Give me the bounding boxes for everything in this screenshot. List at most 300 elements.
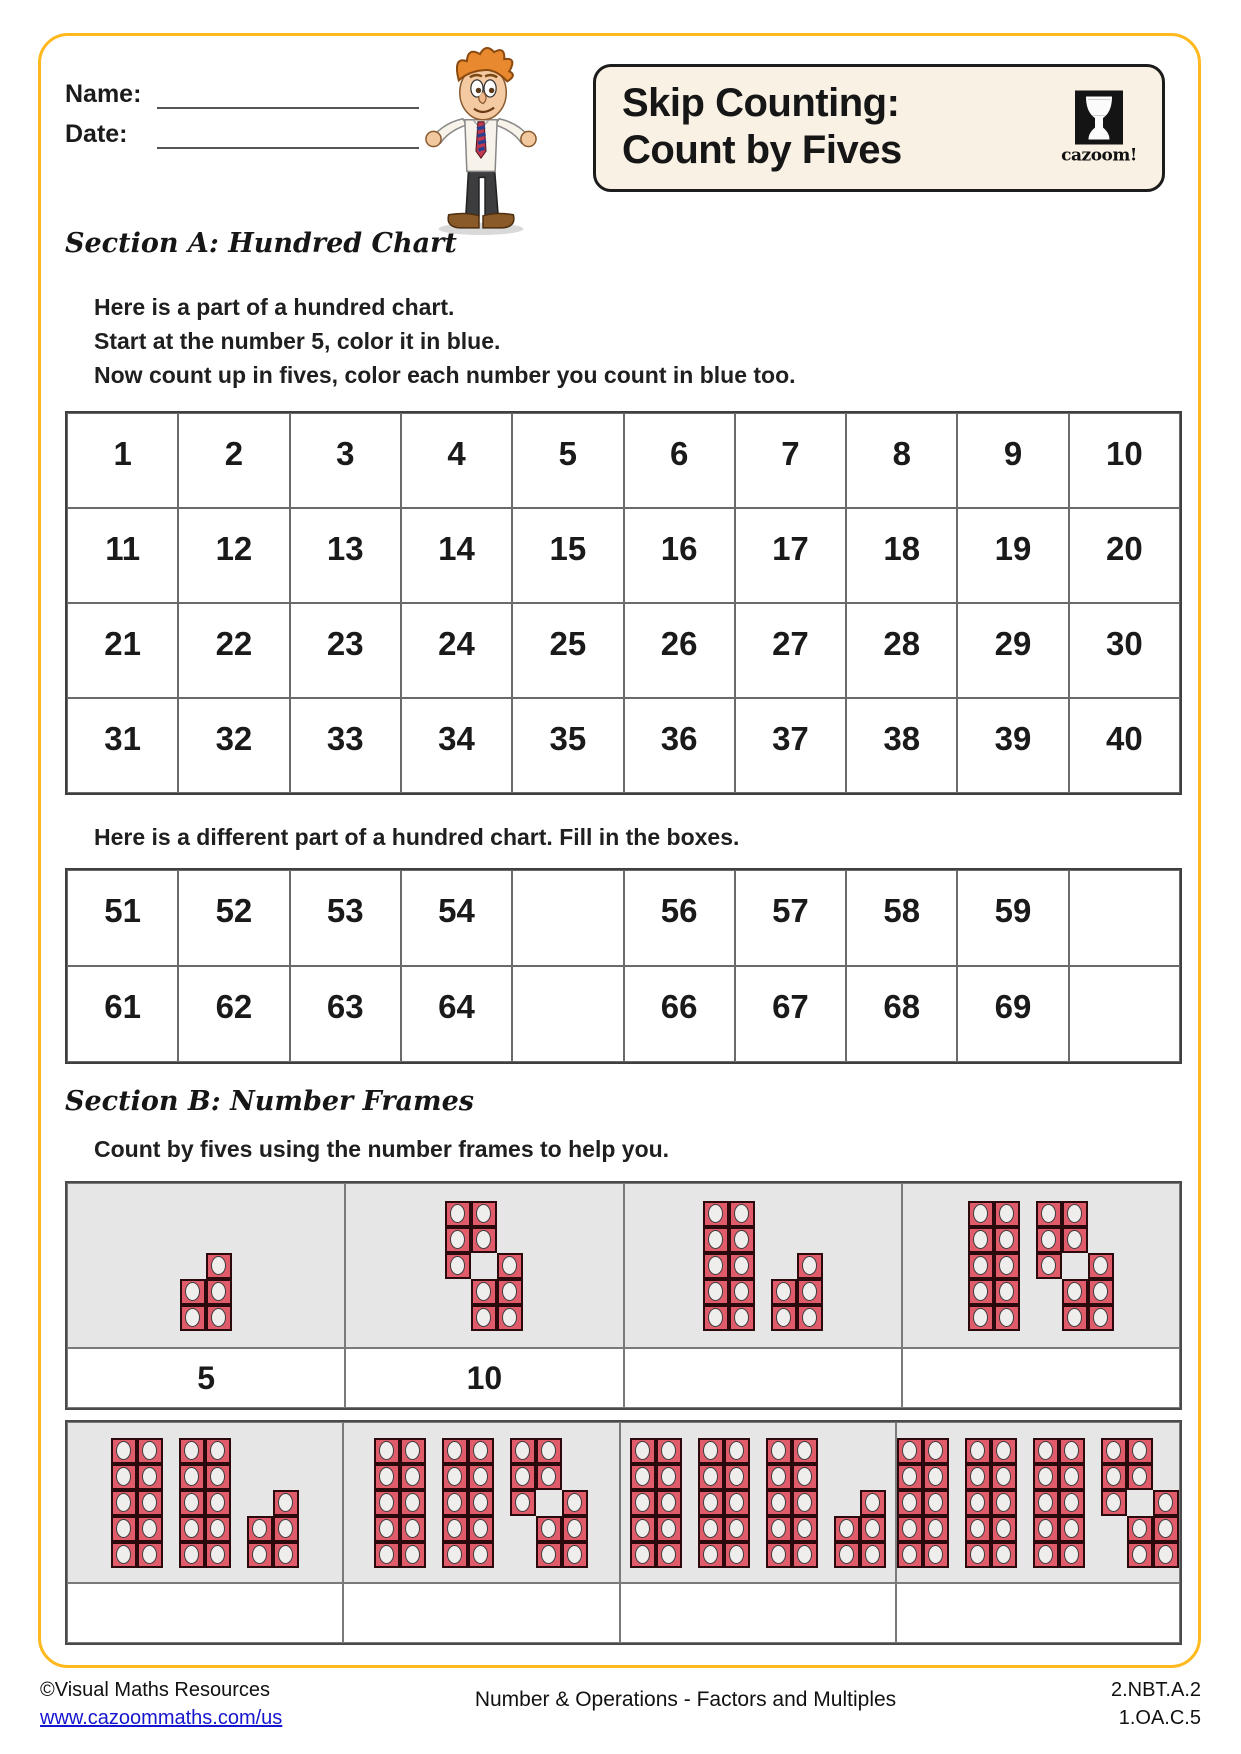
frame-tile xyxy=(656,1438,682,1464)
frame-tile xyxy=(860,1542,886,1568)
frame-tile xyxy=(1127,1464,1153,1490)
frame-hole xyxy=(405,1493,420,1512)
frame-hole xyxy=(776,1282,791,1301)
number-frame-shape-combo10 xyxy=(445,1201,523,1331)
frame-tile xyxy=(994,1253,1020,1279)
frame-tile xyxy=(965,1516,991,1542)
frame-tile xyxy=(897,1464,923,1490)
frame-tile xyxy=(497,1253,523,1279)
frame-answer-cell[interactable] xyxy=(896,1583,1180,1643)
frame-hole xyxy=(635,1441,650,1460)
frame-tile xyxy=(991,1464,1017,1490)
frame-tile xyxy=(1062,1279,1088,1305)
frame-tile xyxy=(510,1490,536,1516)
fill-in-cell[interactable] xyxy=(1069,966,1180,1062)
frame-hole xyxy=(902,1545,917,1564)
frame-hole xyxy=(729,1519,744,1538)
frame-hole xyxy=(211,1308,226,1327)
frame-hole xyxy=(541,1441,556,1460)
frame-tile xyxy=(656,1516,682,1542)
frame-hole xyxy=(142,1519,157,1538)
frame-tile xyxy=(897,1438,923,1464)
number-cell-58: 58 xyxy=(846,870,957,966)
number-frame-shape-combo10 xyxy=(1101,1438,1179,1568)
number-cell-14: 14 xyxy=(401,508,512,603)
frame-hole xyxy=(515,1441,530,1460)
frame-tile xyxy=(374,1438,400,1464)
frame-hole xyxy=(839,1519,854,1538)
frame-answer-cell[interactable] xyxy=(620,1583,896,1643)
date-label: Date: xyxy=(65,120,128,148)
frame-tile xyxy=(179,1490,205,1516)
frame-tile xyxy=(1033,1542,1059,1568)
number-cell-3: 3 xyxy=(290,413,401,508)
frame-hole xyxy=(1038,1545,1053,1564)
frame-tile xyxy=(468,1516,494,1542)
frame-hole xyxy=(996,1441,1011,1460)
frame-tile xyxy=(445,1201,471,1227)
frame-tile xyxy=(205,1464,231,1490)
number-cell-15: 15 xyxy=(512,508,623,603)
frame-tile xyxy=(860,1516,886,1542)
name-line[interactable] xyxy=(157,81,419,109)
frame-answer-cell[interactable] xyxy=(902,1348,1180,1408)
frame-hole xyxy=(515,1493,530,1512)
fill-in-cell[interactable] xyxy=(1069,870,1180,966)
frame-tile xyxy=(1033,1516,1059,1542)
frame-tile xyxy=(703,1279,729,1305)
name-label: Name: xyxy=(65,80,142,108)
frame-hole xyxy=(1064,1441,1079,1460)
frame-tile xyxy=(205,1438,231,1464)
number-cell-39: 39 xyxy=(957,698,1068,793)
frame-tile xyxy=(698,1438,724,1464)
number-cell-18: 18 xyxy=(846,508,957,603)
number-cell-23: 23 xyxy=(290,603,401,698)
number-cell-11: 11 xyxy=(67,508,178,603)
number-frame-shape-ten xyxy=(766,1438,818,1568)
number-cell-7: 7 xyxy=(735,413,846,508)
number-cell-56: 56 xyxy=(624,870,735,966)
frame-hole xyxy=(447,1467,462,1486)
frame-tile xyxy=(1059,1490,1085,1516)
frame-hole xyxy=(970,1441,985,1460)
frame-hole xyxy=(1067,1282,1082,1301)
frame-tile xyxy=(1127,1438,1153,1464)
frame-hole xyxy=(473,1545,488,1564)
frame-hole xyxy=(210,1441,225,1460)
frame-tile xyxy=(137,1464,163,1490)
frame-tile xyxy=(1036,1227,1062,1253)
frame-hole xyxy=(116,1441,131,1460)
frame-tile xyxy=(792,1490,818,1516)
frame-hole xyxy=(771,1545,786,1564)
number-cell-31: 31 xyxy=(67,698,178,793)
fill-in-cell[interactable] xyxy=(512,870,623,966)
frame-hole xyxy=(999,1256,1014,1275)
frame-hole xyxy=(185,1308,200,1327)
frame-tile xyxy=(1036,1253,1062,1279)
frame-hole xyxy=(473,1519,488,1538)
frame-hole xyxy=(116,1467,131,1486)
footer-left xyxy=(40,1676,370,1732)
number-cell-24: 24 xyxy=(401,603,512,698)
frame-hole xyxy=(734,1256,749,1275)
copyright-text: ©Visual Maths Resources xyxy=(40,1679,271,1701)
frame-tile xyxy=(180,1279,206,1305)
number-cell-17: 17 xyxy=(735,508,846,603)
frame-hole xyxy=(661,1519,676,1538)
frame-tile xyxy=(137,1542,163,1568)
frame-tile xyxy=(968,1201,994,1227)
frame-tile xyxy=(1088,1279,1114,1305)
frame-cell-depicting-15 xyxy=(624,1183,902,1348)
frame-cell-depicting-25 xyxy=(67,1422,343,1583)
frame-hole xyxy=(999,1308,1014,1327)
frame-hole xyxy=(928,1467,943,1486)
frame-tile xyxy=(729,1305,755,1331)
frame-tile xyxy=(1153,1542,1179,1568)
frame-tile xyxy=(724,1542,750,1568)
number-cell-30: 30 xyxy=(1069,603,1180,698)
frame-tile xyxy=(729,1279,755,1305)
cazoom-logo-text: cazoom! xyxy=(1061,145,1137,166)
frame-tile xyxy=(656,1490,682,1516)
frame-tile xyxy=(1036,1201,1062,1227)
frame-tile xyxy=(923,1516,949,1542)
frame-tile xyxy=(468,1542,494,1568)
frame-hole xyxy=(1064,1467,1079,1486)
frame-tile xyxy=(445,1227,471,1253)
frame-hole xyxy=(797,1441,812,1460)
frame-hole xyxy=(661,1467,676,1486)
frame-hole xyxy=(541,1545,556,1564)
number-cell-69: 69 xyxy=(957,966,1068,1062)
frame-hole xyxy=(502,1282,517,1301)
frame-hole xyxy=(379,1519,394,1538)
number-cell-51: 51 xyxy=(67,870,178,966)
date-line[interactable] xyxy=(157,121,419,149)
frame-tile xyxy=(994,1227,1020,1253)
frame-hole xyxy=(211,1256,226,1275)
frame-hole xyxy=(970,1519,985,1538)
frame-tile xyxy=(766,1438,792,1464)
frame-tile xyxy=(630,1464,656,1490)
frame-hole xyxy=(797,1493,812,1512)
frame-hole xyxy=(970,1467,985,1486)
frame-tile xyxy=(468,1438,494,1464)
footer xyxy=(40,1676,1201,1732)
frame-hole xyxy=(1041,1204,1056,1223)
frame-hole xyxy=(278,1519,293,1538)
frame-tile xyxy=(991,1516,1017,1542)
section-b-instruction: Count by fives using the number frames to help you. xyxy=(94,1136,670,1162)
frame-tile xyxy=(179,1438,205,1464)
frame-hole xyxy=(865,1545,880,1564)
frame-hole xyxy=(661,1441,676,1460)
frame-tile xyxy=(137,1438,163,1464)
frame-hole xyxy=(996,1493,1011,1512)
frame-hole xyxy=(450,1204,465,1223)
frame-hole xyxy=(210,1493,225,1512)
frame-tile xyxy=(630,1542,656,1568)
frame-tile xyxy=(994,1201,1020,1227)
frame-answer-cell[interactable] xyxy=(624,1348,902,1408)
frame-hole xyxy=(447,1441,462,1460)
frame-hole xyxy=(973,1308,988,1327)
number-cell-6: 6 xyxy=(624,413,735,508)
frame-hole xyxy=(476,1282,491,1301)
frame-tile xyxy=(205,1542,231,1568)
frame-hole xyxy=(1067,1230,1082,1249)
frame-tile xyxy=(965,1542,991,1568)
frame-hole xyxy=(379,1467,394,1486)
frame-hole xyxy=(703,1545,718,1564)
frame-tile xyxy=(1059,1438,1085,1464)
number-cell-21: 21 xyxy=(67,603,178,698)
frame-tile xyxy=(792,1542,818,1568)
frame-hole xyxy=(450,1230,465,1249)
frame-hole xyxy=(379,1545,394,1564)
frame-tile xyxy=(247,1542,273,1568)
frame-tile xyxy=(179,1464,205,1490)
frame-hole xyxy=(973,1230,988,1249)
frame-hole xyxy=(865,1493,880,1512)
number-frame-shape-ten xyxy=(897,1438,949,1568)
number-cell-22: 22 xyxy=(178,603,289,698)
cazoom-logo xyxy=(1060,91,1138,166)
number-cell-37: 37 xyxy=(735,698,846,793)
frame-hole xyxy=(734,1204,749,1223)
number-cell-28: 28 xyxy=(846,603,957,698)
frame-tile xyxy=(111,1438,137,1464)
standard-code-2: 1.OA.C.5 xyxy=(1118,1707,1201,1729)
frame-tile xyxy=(766,1542,792,1568)
frame-hole xyxy=(771,1493,786,1512)
number-cell-12: 12 xyxy=(178,508,289,603)
frame-hole xyxy=(973,1256,988,1275)
number-cell-54: 54 xyxy=(401,870,512,966)
number-frame-shape-five xyxy=(834,1490,886,1568)
frame-tile xyxy=(1088,1305,1114,1331)
frame-tile xyxy=(205,1516,231,1542)
website-link[interactable]: www.cazoommaths.com/us xyxy=(40,1707,283,1729)
number-frame-shape-ten xyxy=(703,1201,755,1331)
frame-tile xyxy=(724,1438,750,1464)
frame-hole xyxy=(902,1441,917,1460)
frame-hole xyxy=(379,1493,394,1512)
number-cell-57: 57 xyxy=(735,870,846,966)
frame-tile xyxy=(400,1438,426,1464)
frame-hole xyxy=(1041,1230,1056,1249)
frame-hole xyxy=(729,1493,744,1512)
frame-hole xyxy=(999,1230,1014,1249)
frame-tile xyxy=(897,1490,923,1516)
frame-hole xyxy=(797,1519,812,1538)
frame-hole xyxy=(661,1545,676,1564)
frame-tile xyxy=(1059,1516,1085,1542)
frame-hole xyxy=(476,1308,491,1327)
frame-tile xyxy=(965,1438,991,1464)
frame-hole xyxy=(405,1545,420,1564)
frame-tile xyxy=(1033,1464,1059,1490)
frame-tile xyxy=(111,1464,137,1490)
number-frame-shape-ten xyxy=(1033,1438,1085,1568)
frame-hole xyxy=(1093,1308,1108,1327)
frame-hole xyxy=(515,1467,530,1486)
frame-hole xyxy=(928,1519,943,1538)
frame-answer-cell[interactable] xyxy=(343,1583,619,1643)
frame-hole xyxy=(252,1545,267,1564)
number-cell-62: 62 xyxy=(178,966,289,1062)
frame-hole xyxy=(708,1230,723,1249)
frame-hole xyxy=(703,1467,718,1486)
frame-tile xyxy=(1033,1490,1059,1516)
number-cell-64: 64 xyxy=(401,966,512,1062)
frame-hole xyxy=(567,1519,582,1538)
frame-tile xyxy=(923,1464,949,1490)
frame-tile xyxy=(247,1516,273,1542)
frame-tile xyxy=(724,1490,750,1516)
frame-tile xyxy=(442,1516,468,1542)
frame-tile xyxy=(729,1201,755,1227)
frame-tile xyxy=(273,1542,299,1568)
frame-hole xyxy=(970,1545,985,1564)
fill-in-cell[interactable] xyxy=(512,966,623,1062)
frame-hole xyxy=(1038,1493,1053,1512)
frame-hole xyxy=(1067,1308,1082,1327)
frame-tile xyxy=(497,1279,523,1305)
frame-tile xyxy=(897,1516,923,1542)
frame-hole xyxy=(447,1519,462,1538)
frame-hole xyxy=(184,1545,199,1564)
frame-tile xyxy=(1127,1542,1153,1568)
footer-standards xyxy=(1001,1676,1201,1732)
frame-tile xyxy=(536,1464,562,1490)
frame-tile xyxy=(923,1490,949,1516)
frame-hole xyxy=(635,1493,650,1512)
frame-hole xyxy=(802,1282,817,1301)
date-row xyxy=(65,120,419,149)
number-cell-52: 52 xyxy=(178,870,289,966)
number-cell-5: 5 xyxy=(512,413,623,508)
frame-tile xyxy=(797,1305,823,1331)
frame-tile xyxy=(968,1253,994,1279)
frame-tile xyxy=(965,1464,991,1490)
number-cell-36: 36 xyxy=(624,698,735,793)
frame-hole xyxy=(278,1545,293,1564)
frame-tile xyxy=(471,1201,497,1227)
frame-tile xyxy=(273,1490,299,1516)
frame-tile xyxy=(630,1490,656,1516)
number-frame-shape-five xyxy=(247,1490,299,1568)
frame-hole xyxy=(996,1545,1011,1564)
frame-tile xyxy=(766,1490,792,1516)
frame-tile xyxy=(137,1516,163,1542)
number-cell-19: 19 xyxy=(957,508,1068,603)
frame-hole xyxy=(502,1308,517,1327)
frame-tile xyxy=(180,1305,206,1331)
number-frames-table-1 xyxy=(65,1181,1182,1410)
frame-tile xyxy=(468,1464,494,1490)
number-cell-29: 29 xyxy=(957,603,1068,698)
frame-tile xyxy=(1153,1490,1179,1516)
number-frame-shape-ten xyxy=(442,1438,494,1568)
frame-tile xyxy=(562,1490,588,1516)
frame-hole xyxy=(142,1441,157,1460)
frame-hole xyxy=(379,1441,394,1460)
frame-hole xyxy=(771,1467,786,1486)
frame-tile xyxy=(698,1542,724,1568)
number-cell-59: 59 xyxy=(957,870,1068,966)
frame-tile xyxy=(968,1305,994,1331)
frame-hole xyxy=(1067,1204,1082,1223)
frame-tile xyxy=(205,1490,231,1516)
number-cell-67: 67 xyxy=(735,966,846,1062)
frame-hole xyxy=(476,1230,491,1249)
frame-hole xyxy=(210,1545,225,1564)
frame-hole xyxy=(184,1493,199,1512)
frame-tile xyxy=(771,1305,797,1331)
number-cell-35: 35 xyxy=(512,698,623,793)
frame-tile xyxy=(1127,1516,1153,1542)
hundred-chart-1 xyxy=(65,411,1182,795)
frame-tile xyxy=(442,1438,468,1464)
frame-hole xyxy=(734,1230,749,1249)
frame-tile xyxy=(698,1516,724,1542)
frame-tile xyxy=(536,1542,562,1568)
frame-tile xyxy=(724,1464,750,1490)
frame-count-label: 10 xyxy=(345,1348,623,1408)
number-cell-61: 61 xyxy=(67,966,178,1062)
frame-hole xyxy=(1106,1441,1121,1460)
number-frame-shape-five xyxy=(180,1253,232,1331)
frame-tile xyxy=(724,1516,750,1542)
number-cell-32: 32 xyxy=(178,698,289,793)
frame-tile xyxy=(698,1490,724,1516)
frame-answer-cell[interactable] xyxy=(67,1583,343,1643)
frame-tile xyxy=(703,1253,729,1279)
frame-tile xyxy=(703,1201,729,1227)
number-frame-shape-ten xyxy=(965,1438,1017,1568)
frame-tile xyxy=(1101,1464,1127,1490)
frame-tile xyxy=(797,1253,823,1279)
instruction-line: Here is a part of a hundred chart. xyxy=(94,294,455,320)
frame-tile xyxy=(562,1542,588,1568)
section-b-heading: Section B: Number Frames xyxy=(65,1086,474,1117)
frame-tile xyxy=(471,1227,497,1253)
frame-tile xyxy=(630,1516,656,1542)
frame-tile xyxy=(137,1490,163,1516)
frame-tile xyxy=(400,1464,426,1490)
frame-tile xyxy=(703,1305,729,1331)
frame-tile xyxy=(510,1438,536,1464)
frame-tile xyxy=(400,1490,426,1516)
frame-tile xyxy=(497,1305,523,1331)
frame-hole xyxy=(1132,1467,1147,1486)
number-cell-26: 26 xyxy=(624,603,735,698)
number-frame-shape-combo10 xyxy=(1036,1201,1114,1331)
number-cell-9: 9 xyxy=(957,413,1068,508)
frame-tile xyxy=(968,1279,994,1305)
section-a-heading: Section A: Hundred Chart xyxy=(65,228,457,259)
frame-tile xyxy=(400,1516,426,1542)
number-cell-10: 10 xyxy=(1069,413,1180,508)
number-cell-20: 20 xyxy=(1069,508,1180,603)
frame-hole xyxy=(928,1545,943,1564)
frame-hole xyxy=(1093,1256,1108,1275)
frame-tile xyxy=(792,1464,818,1490)
